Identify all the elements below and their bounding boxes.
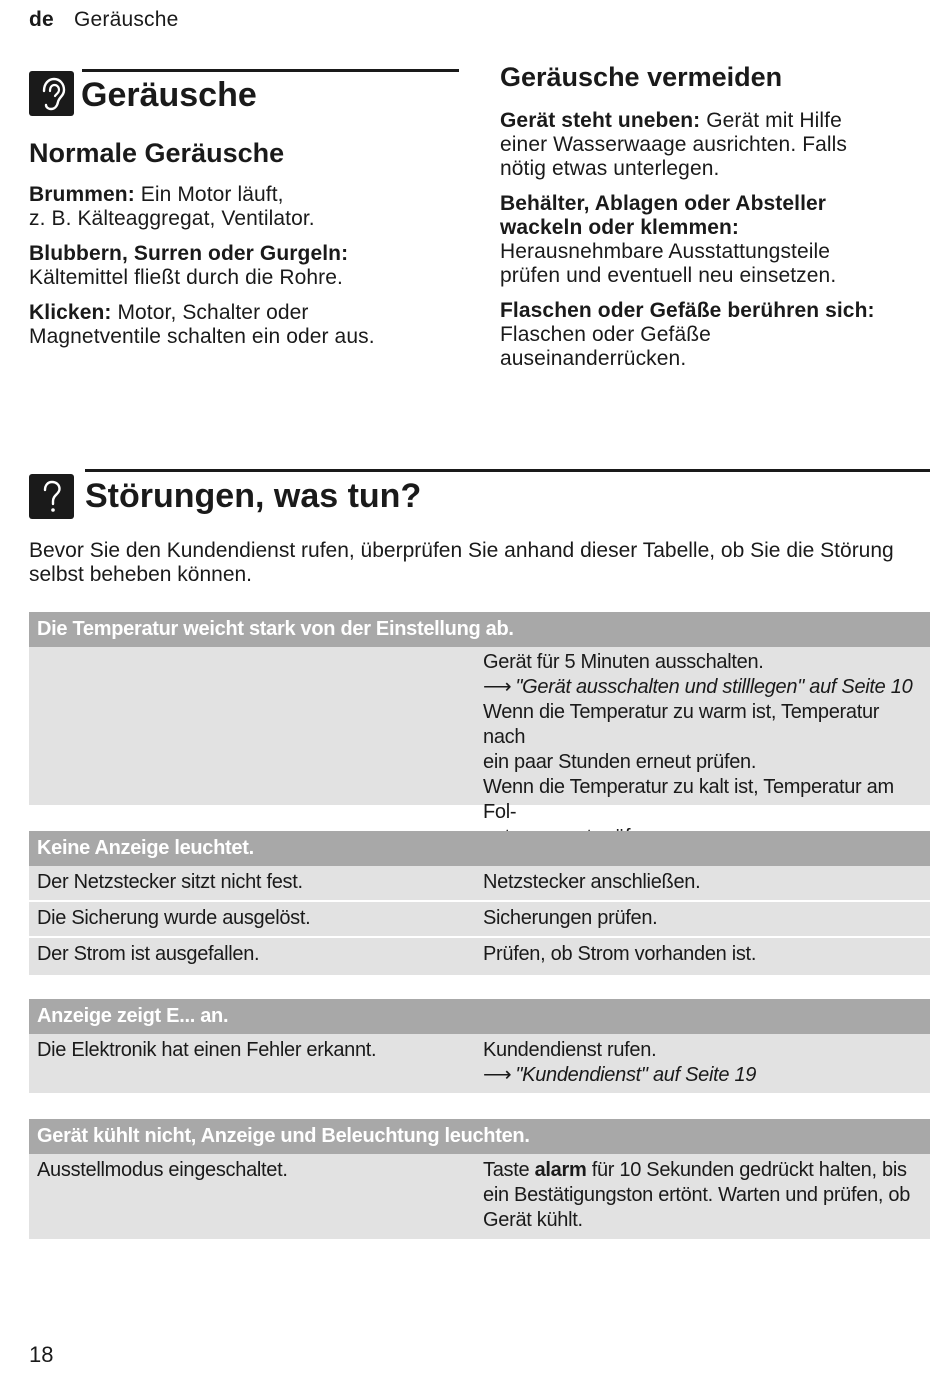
section-title: Geräusche bbox=[81, 76, 257, 114]
avoid-item: Flaschen oder Gefäße berühren sich: Flaschen oder Gefäße auseinanderrücken. bbox=[500, 299, 875, 370]
fault-table bbox=[29, 999, 930, 1093]
sound-item: Brummen: Ein Motor läuft, z. B. Kälteaggregat, Ventilator. bbox=[29, 183, 315, 230]
remedy-cell: Prüfen, ob Strom vorhanden ist. bbox=[483, 943, 757, 965]
page-reference-link[interactable]: ⟶ "Gerät ausschalten und stilllegen" auf Seite 10 bbox=[483, 676, 913, 698]
avoid-sounds-section bbox=[500, 62, 930, 382]
fault-table-heading: Gerät kühlt nicht, Anzeige und Beleuchtung leuchten. bbox=[29, 1119, 930, 1154]
arrow-right-icon: ⟶ bbox=[483, 1064, 512, 1086]
arrow-right-icon: ⟶ bbox=[483, 676, 512, 698]
section-rule bbox=[82, 69, 459, 72]
faults-intro: Bevor Sie den Kundendienst rufen, überprüfen Sie anhand dieser Tabelle, ob Sie die Störung selbst beheben können. bbox=[29, 539, 894, 586]
avoid-item: Behälter, Ablagen oder Absteller wackeln oder klemmen: Herausnehmbare Ausstattungsteile prüfen und eventuell neu einsetzen. bbox=[500, 192, 837, 287]
fault-table bbox=[29, 1119, 930, 1239]
cause-cell: Ausstellmodus eingeschaltet. bbox=[37, 1159, 288, 1181]
table-row bbox=[29, 866, 930, 902]
fault-table bbox=[29, 612, 930, 823]
avoid-item: Gerät steht uneben: Gerät mit Hilfe einer Wasserwaage ausrichten. Falls nötig etwas unterlegen. bbox=[500, 109, 848, 180]
table-row bbox=[29, 902, 930, 938]
cause-cell: Der Strom ist ausgefallen. bbox=[37, 943, 260, 965]
cause-cell: Der Netzstecker sitzt nicht fest. bbox=[37, 871, 303, 893]
header-title: Geräusche bbox=[73, 8, 179, 31]
table-row bbox=[29, 938, 930, 975]
fault-table-heading: Die Temperatur weicht stark von der Einstellung ab. bbox=[29, 612, 930, 647]
fault-table-heading: Keine Anzeige leuchtet. bbox=[29, 831, 930, 866]
page-reference-link[interactable]: ⟶ "Kundendienst" auf Seite 19 bbox=[483, 1064, 757, 1086]
remedy-cell: Gerät für 5 Minuten ausschalten. ⟶ "Gerät ausschalten und stilllegen" auf Seite 10 Wenn die Temperatur zu warm ist, Temperatur nach ein paar Stunden erneut prüfen. Wenn die Temperatur zu kalt ist, Temperatur am Fol- bbox=[475, 647, 930, 854]
normal-sounds-title: Normale Geräusche bbox=[29, 138, 285, 168]
question-mark-icon bbox=[29, 474, 74, 519]
language-code: de bbox=[29, 8, 54, 31]
sounds-section bbox=[29, 66, 459, 360]
table-row bbox=[29, 1154, 930, 1237]
alarm-key-label: alarm bbox=[534, 1159, 587, 1181]
avoid-sounds-title: Geräusche vermeiden bbox=[500, 62, 783, 92]
cause-cell: Die Sicherung wurde ausgelöst. bbox=[37, 907, 311, 929]
table-row bbox=[29, 1034, 930, 1092]
cause-cell bbox=[29, 647, 475, 854]
cause-cell: Die Elektronik hat einen Fehler erkannt. bbox=[37, 1039, 377, 1061]
remedy-cell: Kundendienst rufen. ⟶ "Kundendienst" auf Seite 19 bbox=[475, 1034, 930, 1092]
remedy-cell: Taste alarm für 10 Sekunden gedrückt halten, bis ein Bestätigungston ertönt. Warten und prüfen, ob Gerät kühlt. bbox=[483, 1159, 911, 1231]
fault-table-heading: Anzeige zeigt E... an. bbox=[29, 999, 930, 1034]
fault-table bbox=[29, 831, 930, 975]
sound-item: Blubbern, Surren oder Gurgeln: Kältemittel fließt durch die Rohre. bbox=[29, 242, 349, 289]
page-number: 18 bbox=[29, 1342, 54, 1367]
table-row bbox=[29, 647, 930, 854]
remedy-cell: Netzstecker anschließen. bbox=[483, 871, 701, 893]
section-title: Störungen, was tun? bbox=[85, 477, 422, 515]
sound-item: Klicken: Motor, Schalter oder Magnetventile schalten ein oder aus. bbox=[29, 301, 375, 348]
ear-icon bbox=[29, 71, 74, 116]
section-rule bbox=[85, 469, 930, 472]
page-header bbox=[29, 8, 179, 32]
remedy-cell: Sicherungen prüfen. bbox=[483, 907, 658, 929]
